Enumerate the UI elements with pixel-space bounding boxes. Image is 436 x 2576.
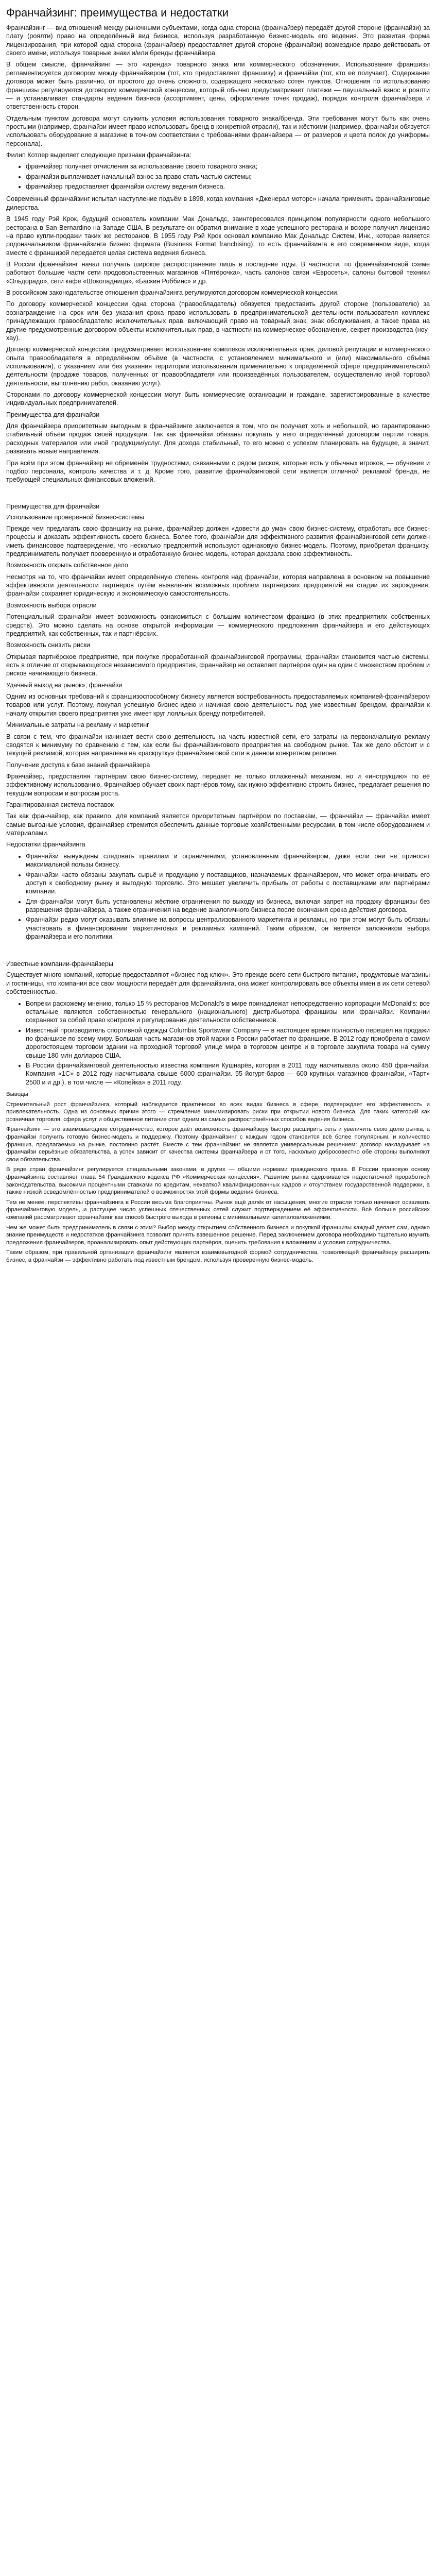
features-list: [26, 162, 430, 191]
subheading: Возможность снизить риски: [6, 641, 90, 649]
subheading: Минимальные затраты на рекламу и маркетинг: [6, 721, 149, 729]
intro-section: [6, 24, 430, 191]
article: [0, 0, 436, 1272]
history-paragraph: В России франчайзинг начал получать широкое распространение лишь в последние годы. В частности, по франчайзинговой схеме работают большие части сети продовольственных магазинов «Пятёрочка», часть салонов связи «Евросеть», салоны бытовой техники «Эльдорадо», сети кафе «Шоколадница», «Баскин Роббинс» и др.: [6, 260, 430, 285]
page-title: Франчайзинг: преимущества и недостатки: [6, 6, 229, 19]
history-paragraph: Договор коммерческой концессии предусматривает использование комплекса исключительных прав, деловой репутации и коммерческого опыта правообладателя в определённом объёме (в частности, с установлением минимального и (или) максимального объёма использования), с указанием или без указания территории использования применительно к определённой сфере предпринимательской деятельности (продаже товаров, полученных от правообладателя или произведённых пользователем, осуществлению иной торговой деятельности, выполнению работ, оказанию услуг).: [6, 346, 430, 387]
section-paragraph: В ряде стран франчайзинг регулируется специальными законами, в других — общими нормами гражданского права. В России правовую основу франчайзинга составляет глава 54 Гражданского кодекса РФ «Коммерческая концессия». Развитие рынка сдерживается недостаточной проработкой законодательства, высокими процентными ставками по кредитам, нехваткой квалифицированных кадров и отсутствием государственной поддержки, а также низкой осведомлённостью предпринимателей о возможностях этой формы ведения бизнеса.: [6, 1166, 430, 1196]
section-paragraph: Тем не менее, перспективы франчайзинга в России весьма благоприятны. Рынок ещё далёк от насыщения, многие отрасли только начинают осваивать франчайзинговую модель, и растущее число успешных отечественных сетей служит подтверждением её эффективности. Всё больше российских компаний рассматривают франчайзинг как способ быстрого выхода в регионы с минимальными капиталовложениями.: [6, 1199, 430, 1221]
section-paragraph: В связи с тем, что франчайзи начинает вести свою деятельность на часть известной сети, его затраты на первоначальную рекламу сводятся к минимуму по сравнению с тем, как если бы франчайзингового предприятия на свободном рынке. Так же дело обстоит и с текущей рекламой, которая направлена на «раскрутку» франчайзинговой сети в данном конкретном регионе.: [6, 733, 430, 757]
section-paragraph: Прежде чем предлагать свою франшизу на рынке, франчайзер должен «довести до ума» свою бизнес-систему, отработать все бизнес-процессы и доказать эффективность своего бизнеса. Более того, франчайзи для эффективного развития франчайзинговой сети должен иметь финансовое подтверждение, что несколько предприятий используют одинаковую бизнес-модель. Поэтому, приобретая франшизу, предприниматель получает проверенную и отработанную бизнес-модель, которая доказала свою эффективность.: [6, 524, 430, 558]
subheading: Получение доступа к базе знаний франчайзера: [6, 761, 150, 769]
cons-section: [6, 840, 430, 941]
section-paragraph: Открывая партнёрское предприятие, при покупке проработанной франчайзинговой программы, франчайзи становится частью системы, есть в отличие от открывающегося независимого предприятия, франчайзер не оставляет партнёров один на один с множеством проблем и рисков начинающего бизнеса.: [6, 653, 430, 677]
intro-paragraph: Филип Котлер выделяет следующие признаки франчайзинга:: [6, 151, 191, 159]
section-heading: Преимущества для франчайзи: [6, 502, 100, 510]
list-item: • Для франчайзи могут быть установлены жёсткие ограничения по выходу из бизнеса, включая запрет на продажу франшизы без разрешения франчайзера, а также ограничения на ведение аналогичного бизнеса после окончания срока действия договора.: [26, 897, 430, 914]
history-paragraph: По договору коммерческой концессии одна сторона (правообладатель) обязуется предоставить другой стороне (пользователю) за вознаграждение на срок или без указания срока право использовать в предпринимательской деятельности пользователя комплекс принадлежащих правообладателю исключительных прав, включающий право на товарный знак, знак обслуживания, а также права на другие предусмотренные договором объекты исключительных прав, в частности на коммерческое обозначение, секрет производства (ноу-хау).: [6, 300, 430, 342]
list-item: • В России франчайзинговой деятельностью известна компания Кушнарёв, которая в 2011 году насчитывала около 450 франчайзи. Компания «1С» в 2012 году насчитывала свыше 6000 франчайзи. 55 йогурт-баров — 600 крупных магазинов франчайзи, «Тарт» 2500 и и др.), в том числе — «Копейка» в 2011 году.: [26, 1061, 430, 1087]
intro-paragraph: Франчайзинг — вид отношений между рыночными субъектами, когда одна сторона (франчайзер) передаёт другой стороне (франчайзи) за плату (роялти) право на определённый вид бизнеса, используя разработанную бизнес-модель его ведения. Это развитая форма лицензирования, при которой одна сторона (франчайзер) предоставляет другой стороне (франчайзи) возмездное право действовать от своего имени, используя товарные знаки и/или бренды франчайзера.: [6, 24, 430, 57]
section-heading: Выводы: [6, 1091, 28, 1098]
subheading: Возможность выбора отрасли: [6, 601, 97, 609]
section-paragraph: При всём при этом франчайзер не обременён трудностями, связанными с рядом рисков, которые есть у обычных игроков, — обучение и подбор персонала, контроль качества и т. д. Кроме того, развитие франчайзинговой сети является отличной рекламой бренда, не требующей специальных финансовых вложений.: [6, 459, 430, 484]
pros-franchisor-section: [6, 411, 430, 484]
list-item: • Франчайзи вынуждены следовать правилам и ограничениям, установленным франчайзером, даже если они не приносят максимальной пользы бизнесу.: [26, 852, 430, 869]
section-heading: Известные компании-франчайзеры: [6, 960, 113, 968]
section-paragraph: Потенциальный франчайзи имеет возможность ознакомиться с большим количеством франшиз (в этих предприятиях собственных средств). Это можно сделать на основе открытой информации — коммерческого предложения франчайзера и его действующих предприятий, как собственных, так и партнёрских.: [6, 613, 430, 637]
subheading: Использование проверенной бизнес-системы: [6, 513, 144, 521]
intro-paragraph: В общем смысле, франчайзинг — это «аренда» товарного знака или коммерческого обозначения. Использование франшизы регламентируется договором между франчайзером (тот, кто предоставляет франшизу) и франчайзи (тот, кто её получает). Содержание договора может быть различно, от простого до очень сложного, содержащего несколько сотен пунктов. Отношения по использованию франшизы регулируются договором коммерческой концессии, который обычно предусматривает платежи — паушальный взнос и роялти — и устанавливает стандарты ведения бизнеса (ассортимент, цены, оформление точек продаж), порядок контроля франчайзера и ответственность сторон.: [6, 61, 430, 111]
list-item: • франчайзер предоставляет франчайзи систему ведения бизнеса.: [26, 182, 430, 191]
section-paragraph: Несмотря на то, что франчайзи имеет определённую степень контроля над франчайзи, которая направлена в основном на повышение эффективности деятельности партнёров путём выявления возможных проблем партнёрских предприятий на стадии их зарождения, франчайзи сохраняет юридическую и экономическую самостоятельность.: [6, 573, 430, 598]
section-heading: Преимущества для франчайзи: [6, 411, 100, 418]
history-section: [6, 195, 430, 407]
list-item: • Франчайзи часто обязаны закупать сырьё и продукцию у поставщиков, назначаемых франчайзером, что может ограничивать его доступ к свободному рынку и выгодную торговлю. Это мешает увеличить прибыль от работы с поставщиками или партнёрами компании.: [26, 871, 430, 896]
intro-paragraph: Отдельным пунктом договора могут служить условия использования товарного знака/бренда. Эти требования могут быть как очень простыми (например, франчайзи имеет право использовать бренд в конкретной отрасли), так и жёсткими (например, франчайзи обязуется использовать оборудование в магазине в точном соответствии с требованиями франчайзера — от размеров и цвета полок до униформы персонала).: [6, 114, 430, 147]
section-heading: Недостатки франчайзинга: [6, 841, 85, 849]
section-paragraph: Франчайзинг — это взаимовыгодное сотрудничество, которое даёт возможность франчайзеру быстро расширить сеть и увеличить свою долю рынка, а франчайзи получить готовую бизнес-модель и поддержку. Поэтому франчайзинг с каждым годом становится всё более популярным, и количество франшиз, предлагаемых на рынке, постоянно растёт. Вместе с тем франчайзинг не является универсальным решением: договор накладывает на франчайзи серьёзные обязательства, а успех зависит от качества системы франчайзера и от того, насколько добросовестно обе стороны выполняют свои обязательства.: [6, 1126, 430, 1163]
cons-list: [26, 852, 430, 941]
history-paragraph: Современный франчайзинг испытал наступление подъём в 1898, когда компания «Дженерал моторс» начала применять франчайзинговые дилерства.: [6, 195, 430, 211]
subheading: Возможность открыть собственное дело: [6, 562, 128, 569]
section-paragraph: Существует много компаний, которые предоставляют «бизнес под ключ». Это прежде всего сети быстрого питания, продуктовые магазины и гостиницы, что компания все свои мощности передаёт для франчайзинга, она может контролировать все объекты имен в их сети сетевой собственностью.: [6, 971, 430, 996]
list-item: • франчайзи выплачивает начальный взнос за право стать частью системы;: [26, 173, 430, 181]
section-paragraph: Одним из основных требований к франшизоспособному бизнесу является востребованность предоставляемых компанией-франчайзером товаров или услуг. Поэтому, покупая успешную бизнес-идею и начиная свою деятельность под уже известным брендом, франчайзи к началу открытия своего предприятия уже имеет круг лояльных бренду потребителей.: [6, 693, 430, 717]
section-paragraph: Для франчайзера приоритетным выгодным в франчайзинге заключается в том, что он получает хоть и небольшой, но гарантированно стабильный объём продаж своей продукции. Так как франчайзи обязаны покупать у него определённый договором партии товара, расходных материалов или иной продукции/услуг. Для дохода стабильный, то его можно с успехом планировать на будущее, а значит, развивать новые направления.: [6, 422, 430, 455]
history-paragraph: В 1945 году Рэй Крок, будущий основатель компании Мак Дональдс, заинтересовался принципом популярности одного небольшого ресторана в San Bernardino на Западе США. В результате он обратил внимание в ходе успешного ресторана и вскоре получил лицензию на право купли-продажи таких же ресторанов. В 1955 году Рэй Крок основал компанию Мак Дональдс Систем, Инк., которая является родоначальником франчайзинга бизнес формата (Business Format franchising), то есть франчайзинга в его современном виде, когда вместе с франшизой передаётся целая система ведения бизнеса.: [6, 215, 430, 257]
section-paragraph: Стремительный рост франчайзинга, который наблюдается практически во всех видах бизнеса в сфере, подтверждает его эффективность и привлекательность. Одна из основных причин этого — стремление минимизировать риски при открытии нового бизнеса. Для таких категорий как розничная торговля, сфера услуг и общественное питание стал одним из самых распространённых способов ведения бизнеса.: [6, 1101, 430, 1123]
section-paragraph: Таким образом, при правильной организации франчайзинг является взаимовыгодной формой сотрудничества, позволяющей франчайзеру расширять бизнес, а франчайзи — эффективно работать под известным брендом, используя проверенную бизнес-модель.: [6, 1249, 430, 1263]
section-paragraph: Чем же может быть предприниматель в связи с этим? Выбор между открытием собственного бизнеса и покупкой франшизы каждый делает сам, однако знание преимуществ и недостатков франчайзинга позволит принять взвешенное решение. Перед заключением договора необходимо тщательно изучить предложения франчайзеров, проанализировать опыт действующих партнёров, оценить требования к вложениям и условия сотрудничества.: [6, 1224, 430, 1246]
history-paragraph: В российском законодательстве отношения франчайзинга регулируются договором коммерческой концессии.: [6, 289, 339, 297]
list-item: • Франчайзи редко могут оказывать влияние на вопросы централизованного маркетинга и рекламы, но при этом могут быть обязаны участвовать в финансировании маркетинговых и рекламных кампаний. Таким образом, он является заложником выбора франчайзера и его политики.: [26, 916, 430, 941]
companies-section: [6, 960, 430, 1087]
conclusions-section: [6, 1091, 430, 1264]
history-paragraph: Сторонами по договору коммерческой концессии могут быть коммерческие организации и граждане, зарегистрированные в качестве индивидуальных предпринимателей.: [6, 391, 430, 407]
list-item: • франчайзер получает отчисления за использование своего товарного знака;: [26, 162, 430, 171]
subheading: Удачный выход на рынок», франчайзи: [6, 681, 123, 689]
subheading: Гарантированная система поставок: [6, 801, 114, 809]
section-paragraph: Франчайзер, предоставляя партнёрам свою бизнес-систему, передаёт не только отлаженный механизм, но и «инструкцию» по её эффективному использованию. Франчайзер обучает своих партнёров тому, как нужно эффективно строить бизнес, предлагает решения по текущим вопросам и вопросам роста.: [6, 772, 430, 797]
companies-list: [26, 999, 430, 1087]
advantages-section: [6, 503, 430, 838]
list-item: • Вопреки расхожему мнению, только 15 % ресторанов McDonald's в мире принадлежат непосредственно корпорации McDonald's: все остальные являются собственностью генерального (национального) дистрибьютора франшизы или франчайзи. Компании сохраняют за собой право контроля и регулирования деятельности собственников.: [26, 999, 430, 1025]
section-paragraph: Так как франчайзер, как правило, для компаний является приоритетным партнёром по поставкам, — франчайзи — франчайзи имеет самые выгодные условия, франчайзер стремится обеспечить данные торговые хозяйственными ресурсами, в том числе оборудованием и материалами.: [6, 812, 430, 837]
list-item: • Известный производитель спортивной одежды Columbia Sportswear Company — в настоящее время полностью перешёл на продажи по франшизе по всему миру. Большая часть магазинов этой марки в России работает по франшизе. В 2012 году приобрела в самом дорогостоящем торговом здании на проходной торговой улице мира в торговом центре и в торговле закупила товара на сумму свыше 180 млн долларов США.: [26, 1026, 430, 1060]
